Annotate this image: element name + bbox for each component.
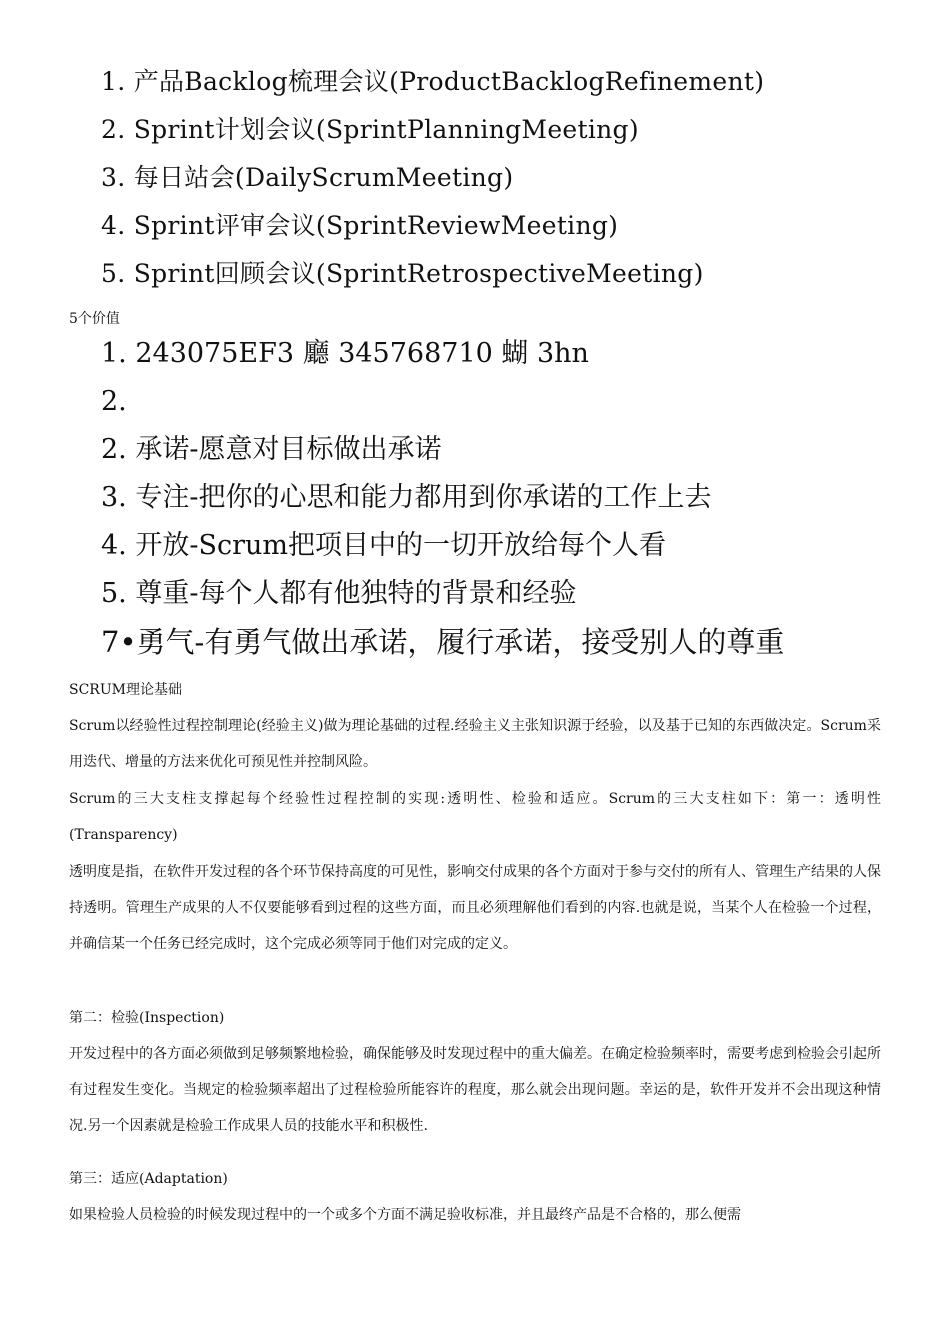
meeting-item: 2. Sprint计划会议(SprintPlanningMeeting) [101, 115, 639, 144]
meeting-item: 1. 产品Backlog梳理会议(ProductBacklogRefinement) [101, 67, 765, 96]
pillars-paragraph: Scrum的三大支柱支撑起每个经验性过程控制的实现:透明性、检验和适应。Scrum的三大支柱如下：第一：透明性(Transparency) [69, 791, 881, 843]
scrum-values-list [101, 330, 921, 666]
value-item: 2. 承诺-愿意对目标做出承诺 [101, 434, 442, 465]
adaptation-paragraph: 如果检验人员检验的时候发现过程中的一个或多个方面不满足验收标准，并且最终产品是不合格的，那么便需 [69, 1207, 741, 1223]
inspection-heading: 第二：检验(Inspection) [69, 1010, 225, 1026]
value-item: 3. 专注-把你的心思和能力都用到你承诺的工作上去 [101, 482, 712, 513]
value-item: 7•勇气-有勇气做出承诺，履行承诺，接受别人的尊重 [101, 625, 785, 659]
value-item: 4. 开放-Scrum把项目中的一切开放给每个人看 [101, 530, 666, 561]
meeting-item: 5. Sprint回顾会议(SprintRetrospectiveMeeting) [101, 259, 704, 288]
value-item: 1. 243075EF3 廳 345768710 蝴 3hn [101, 338, 589, 369]
theory-paragraph: Scrum以经验性过程控制理论(经验主义)做为理论基础的过程.经验主义主张知识源于经验，以及基于已知的东西做决定。Scrum采用迭代、增量的方法来优化可预见性并控制风险。 [69, 718, 881, 770]
theory-heading: SCRUM理论基础 [69, 682, 182, 698]
meeting-item: 3. 每日站会(DailyScrumMeeting) [101, 163, 514, 192]
scrum-meetings-list [101, 58, 921, 298]
inspection-paragraph: 开发过程中的各方面必须做到足够频繁地检验，确保能够及时发现过程中的重大偏差。在确定检验频率时，需要考虑到检验会引起所有过程发生变化。当规定的检验频率超出了过程检验所能容许的程度，那么就会出现问题。幸运的是，软件开发并不会出现这种情况.另一个因素就是检验工作成果人员的技能水平和积极性. [69, 1046, 881, 1134]
value-item: 5. 尊重-每个人都有他独特的背景和经验 [101, 578, 577, 609]
adaptation-heading: 第三：适应(Adaptation) [69, 1171, 228, 1187]
values-heading: 5个价值 [69, 311, 120, 327]
meeting-item: 4. Sprint评审会议(SprintReviewMeeting) [101, 211, 619, 240]
transparency-paragraph: 透明度是指，在软件开发过程的各个环节保持高度的可见性，影响交付成果的各个方面对于参与交付的所有人、管理生产结果的人保持透明。管理生产成果的人不仅要能够看到过程的这些方面，而且必须理解他们看到的内容.也就是说，当某个人在检验一个过程，并确信某一个任务已经完成时，这个完成必须等同于他们对完成的定义。 [69, 864, 881, 952]
value-item: 2. [101, 386, 127, 417]
